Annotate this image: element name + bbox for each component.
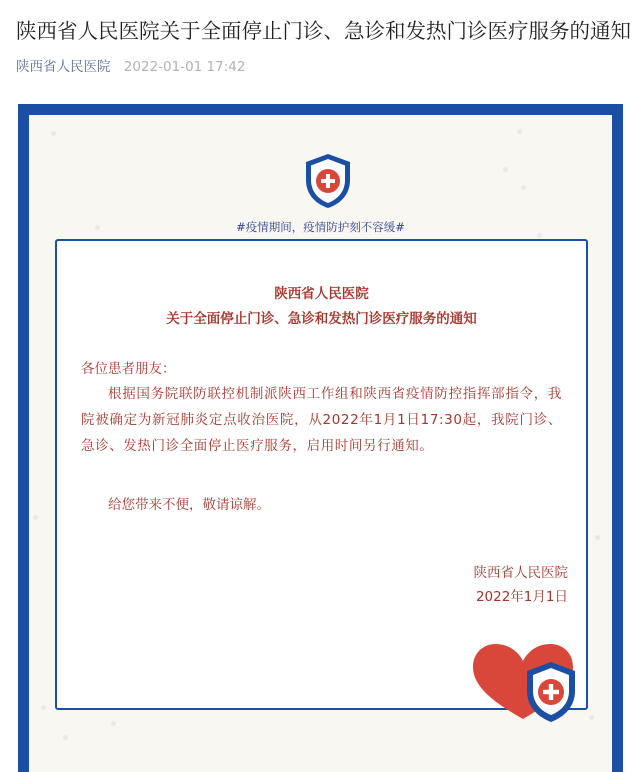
notice-body: 根据国务院联防联控机制派陕西工作组和陕西省疫情防控指挥部指令，我院被确定为新冠肺炎定点收治医院，从2022年1月1日17:30起，我院门诊、急诊、发热门诊全面停止医疗服务，启用时间另行通知。 (81, 386, 562, 454)
notice-salutation: 各位患者朋友： (81, 361, 176, 377)
signature-date: 2022年1月1日 (475, 589, 568, 605)
medical-shield-icon (303, 153, 353, 209)
decorative-dot (51, 131, 56, 136)
poster-background (29, 115, 612, 772)
signature-org: 陕西省人民医院 (473, 565, 568, 581)
decorative-dot (589, 715, 594, 720)
decorative-dot (33, 515, 38, 520)
decorative-dot (111, 721, 116, 726)
publish-time: 2022-01-01 17:42 (123, 59, 246, 75)
article-title: 陕西省人民医院关于全面停止门诊、急诊和发热门诊医疗服务的通知 (16, 19, 631, 43)
decorative-dot (41, 705, 46, 710)
notice-org: 陕西省人民医院 (274, 286, 369, 302)
article-meta (16, 57, 245, 77)
decorative-dot (521, 185, 526, 190)
notice-closing: 给您带来不便，敬请谅解。 (108, 497, 270, 513)
slogan: #疫情期间，疫情防护刻不容缓# (236, 220, 405, 234)
decorative-dot (595, 535, 600, 540)
notice-signature (474, 561, 569, 609)
account-name-link[interactable]: 陕西省人民医院 (16, 59, 111, 75)
decorative-dot (503, 167, 508, 172)
notice-card (55, 239, 588, 710)
notice-heading: 关于全面停止门诊、急诊和发热门诊医疗服务的通知 (166, 311, 477, 327)
decorative-dot (517, 129, 522, 134)
notice-poster (18, 104, 623, 772)
decorative-dot (63, 735, 68, 740)
medical-shield-icon (524, 661, 578, 723)
